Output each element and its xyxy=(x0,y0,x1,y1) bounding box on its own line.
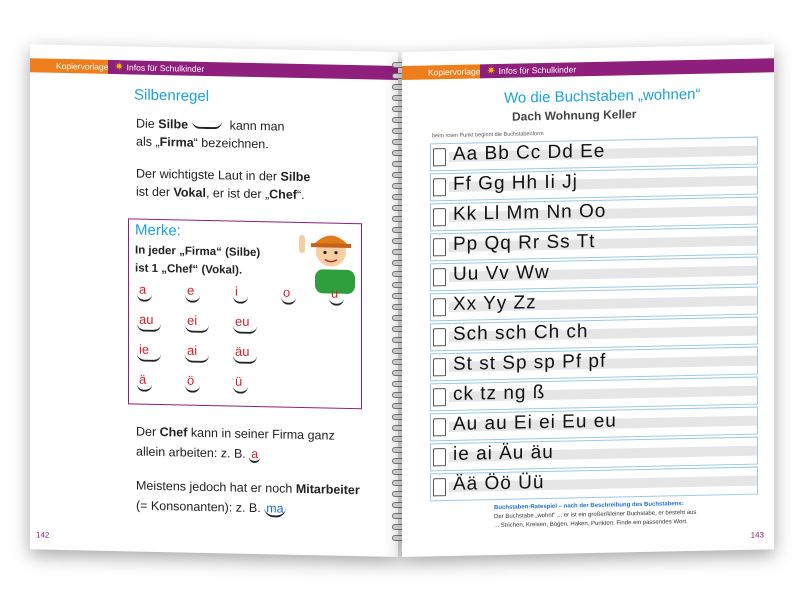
letter-pairs: St st Sp sp Pf pf xyxy=(453,350,607,375)
syllable-arc-icon xyxy=(233,296,248,304)
footer-line-1: Der Buchstabe „wohnt“ ... er ist ein großer/kleiner Buchstabe, er besteht aus xyxy=(494,509,697,521)
letter-row xyxy=(430,317,758,352)
letter-row xyxy=(430,437,758,472)
syllable-arc-icon xyxy=(233,356,257,365)
bottom-line-3: Meistens jedoch hat er noch Mitarbeiter xyxy=(136,478,360,498)
letter-pairs: ie ai Äu äu xyxy=(453,441,554,465)
letter-pairs: Aa Bb Cc Dd Ee xyxy=(453,140,606,165)
house-icon xyxy=(433,448,446,466)
letter-pairs: Xx Yy Zz xyxy=(453,292,537,315)
vowel-label: e xyxy=(187,282,195,298)
letter-pairs: Ff Gg Hh Ii Jj xyxy=(453,171,578,195)
house-parts-subtitle: Dach Wohnung Keller xyxy=(512,107,637,124)
house-icon xyxy=(433,208,446,226)
house-icon xyxy=(433,388,446,406)
rule-line-3: Der wichtigste Laut in der Silbe xyxy=(136,166,311,185)
merke-text: In jeder „Firma“ (Silbe) ist 1 „Chef“ (Vokal). xyxy=(135,244,261,277)
letter-row xyxy=(430,347,758,382)
syllable-arc-icon xyxy=(233,326,257,335)
header-title xyxy=(480,58,774,78)
syllable-arc-icon xyxy=(185,355,209,364)
page-title: Wo die Buchstaben „wohnen“ xyxy=(504,85,701,107)
footer-text xyxy=(494,498,764,531)
rule-line-2: als „Firma“ bezeichnen. xyxy=(136,134,269,152)
house-icon xyxy=(433,478,446,496)
left-page xyxy=(30,44,398,557)
syllable-arc-icon xyxy=(185,325,209,334)
syllable-arc-icon xyxy=(185,295,200,303)
letter-pairs: Sch sch Ch ch xyxy=(453,321,589,345)
vowel-label: i xyxy=(235,283,238,299)
page-number-right: 143 xyxy=(750,530,764,540)
house-icon xyxy=(433,328,446,346)
header-title-text: Infos für Schulkinder xyxy=(498,64,577,76)
bottom-line-4: (= Konsonanten): z. B. ma xyxy=(136,497,286,519)
house-icon xyxy=(433,298,446,316)
footer-line-2: ... Strichen, Kreisen, Bögen, Haken, Punkten. Finde ein passendes Wort. xyxy=(494,519,688,530)
vowel-label: äu xyxy=(235,343,250,359)
hint-text: beim roten Punkt beginnt die Buchstabenform xyxy=(432,131,544,140)
footer-title: Buchstaben-Ratespiel – nach der Beschreibung des Buchstabens: xyxy=(494,501,684,512)
vowel-label: eu xyxy=(235,313,250,329)
header-tab: Kopiervorlage xyxy=(402,64,480,80)
vowel-label: ei xyxy=(187,312,198,328)
house-icon xyxy=(433,268,446,286)
bottom-line-1: Der Chef kann in seiner Firma ganz xyxy=(136,424,335,443)
vowel-label: ü xyxy=(235,373,243,389)
letter-pairs: Au au Ei ei Eu eu xyxy=(453,410,617,435)
syllable-arc-icon xyxy=(192,121,222,130)
letter-pairs: ck tz ng ß xyxy=(453,381,546,405)
letter-row xyxy=(430,257,758,292)
rule-line-4: ist der Vokal, er ist der „Chef“. xyxy=(136,184,305,203)
syllable-arc-icon xyxy=(281,297,296,305)
vowel-label: ie xyxy=(139,341,150,357)
header-title-text: Infos für Schulkinder xyxy=(126,62,205,74)
bottom-line-2: allein arbeiten: z. B. a xyxy=(136,443,260,465)
merke-title: Merke: xyxy=(135,221,181,240)
star-icon: ✷ xyxy=(114,61,124,74)
vowel-label: ä xyxy=(139,371,147,387)
letter-row xyxy=(430,287,758,322)
syllable-arc-icon xyxy=(137,294,152,302)
letter-row xyxy=(430,227,758,262)
letter-pairs: Kk Ll Mm Nn Oo xyxy=(453,200,607,225)
syllable-arc-icon xyxy=(137,324,161,333)
letter-row xyxy=(430,407,758,442)
letter-row xyxy=(430,197,758,232)
vowel-label: o xyxy=(283,284,291,300)
right-header xyxy=(402,58,774,80)
left-header xyxy=(30,58,398,80)
vowel-label: a xyxy=(139,281,147,297)
letter-pairs: Pp Qq Rr Ss Tt xyxy=(453,230,596,255)
letter-row xyxy=(430,377,758,412)
rule-line-1: Die Silbe kann man xyxy=(136,116,285,134)
house-icon xyxy=(433,418,446,436)
vowel-label: au xyxy=(139,311,154,327)
letter-row xyxy=(430,137,758,172)
vowel-label: ai xyxy=(187,342,198,358)
syllable-arc-icon xyxy=(137,384,152,392)
letter-row xyxy=(430,167,758,202)
right-page xyxy=(402,44,774,557)
letter-pairs: Ää Öö Üü xyxy=(453,472,545,495)
vowel-label: u xyxy=(331,285,339,301)
house-icon xyxy=(433,148,446,166)
merke-box xyxy=(128,218,362,409)
house-icon xyxy=(433,238,446,256)
letter-row xyxy=(430,467,758,502)
page-number-left: 142 xyxy=(36,530,50,540)
syllable-arc-icon xyxy=(233,386,248,394)
letter-pairs: Uu Vv Ww xyxy=(453,261,550,285)
header-title xyxy=(108,60,398,80)
vowel-label: ö xyxy=(187,372,195,388)
syllable-arc-icon xyxy=(185,385,200,393)
house-icon xyxy=(433,178,446,196)
header-tab: Kopiervorlage xyxy=(30,58,108,74)
example-ma: ma xyxy=(264,501,285,517)
syllable-arc-icon xyxy=(137,354,161,363)
syllable-arc-icon xyxy=(329,298,344,306)
boy-illustration-icon xyxy=(291,221,361,294)
example-a: a xyxy=(249,447,260,463)
star-icon: ✷ xyxy=(486,65,496,78)
page-title: Silbenregel xyxy=(134,86,210,106)
house-icon xyxy=(433,358,446,376)
